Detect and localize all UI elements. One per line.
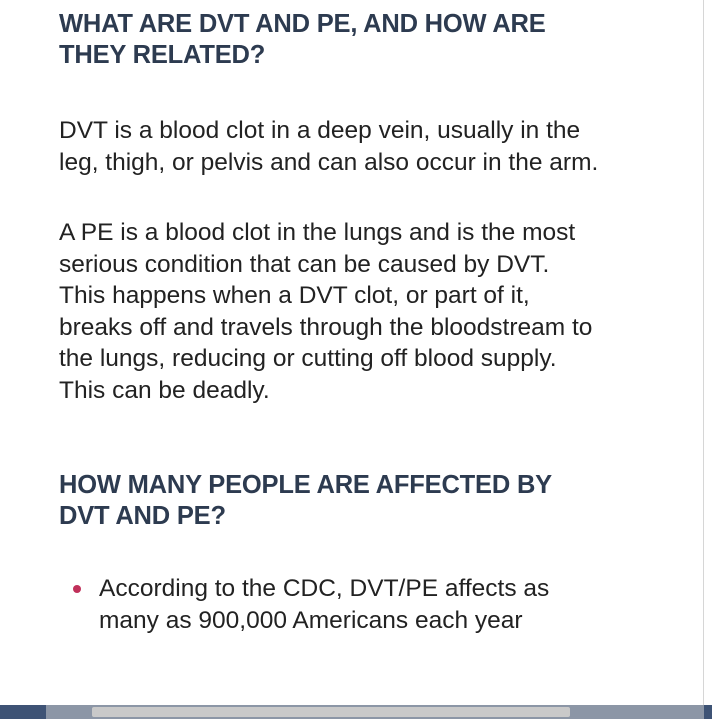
- section-heading-dvt-pe-relation: WHAT ARE DVT AND PE, AND HOW ARE THEY RELATED?: [59, 10, 546, 69]
- affected-stats-list: [59, 573, 599, 636]
- section-heading-people-affected: HOW MANY PEOPLE ARE AFFECTED BY DVT AND PE?: [59, 471, 552, 530]
- pe-definition-paragraph: A PE is a blood clot in the lungs and is the most serious condition that can be caused by DVT. This happens when a DVT clot, or part of it, breaks off and travels through the bloodstream to the lungs, reducing or cutting off blood supply. This can be deadly.: [59, 219, 593, 404]
- bullet-icon: [73, 585, 81, 593]
- list-item-text: According to the CDC, DVT/PE affects as many as 900,000 Americans each year: [99, 575, 550, 634]
- list-item: [59, 573, 599, 636]
- horizontal-scrollbar-thumb[interactable]: [92, 707, 570, 717]
- article-content: [59, 9, 599, 636]
- dvt-definition-paragraph: DVT is a blood clot in a deep vein, usually in the leg, thigh, or pelvis and can also occur in the arm.: [59, 117, 599, 176]
- content-right-border: [703, 0, 704, 705]
